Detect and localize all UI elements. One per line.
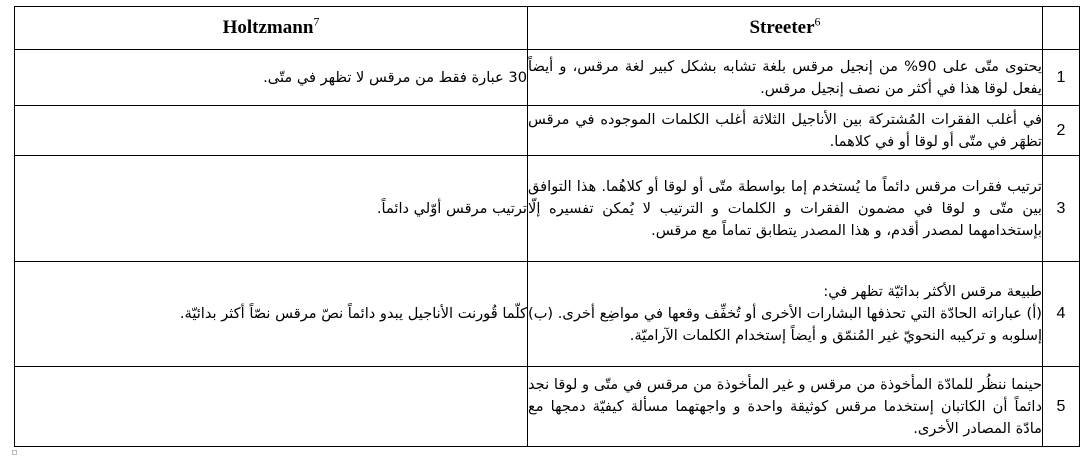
header-streeter: Streeter$^6$ <box>528 7 1043 50</box>
table-row <box>15 106 1080 156</box>
streeter-cell: في أغلب الفقرات المُشتركة بين الأناجيل الثلاثة أغلب الكلمات الموجوده في مرقس تظهَر في متّى أو لوقا أو في كلاهما. <box>528 106 1043 156</box>
row-number: 5 <box>1043 367 1080 447</box>
holtzmann-cell: 30 عبارة فقط من مرقس لا تظهر في متّى. <box>15 50 528 106</box>
header-holtzmann: Holtzmann$^7$ <box>15 7 528 50</box>
header-number <box>1043 7 1080 50</box>
holtzmann-cell: كلّما قُورنت الأناجيل يبدو دائماً نصّ مرقس نصّاً أكثر بدائيّة. <box>15 262 528 367</box>
streeter-cell: حينما ننظُر للمادّة المأخوذة من مرقس و غير المأخوذة من مرقس في متّى و لوقا نجد دائماً أن الكاتبان إستخدما مرقس كوثيقة واحدة و واجهتهما مسألة كيفيّة دمجها مع مادّة المصادر الأخرى. <box>528 367 1043 447</box>
table-row <box>15 156 1080 262</box>
row-number: 2 <box>1043 106 1080 156</box>
table-row <box>15 367 1080 447</box>
holtzmann-cell <box>15 367 528 447</box>
header-row <box>15 7 1080 50</box>
table-row <box>15 262 1080 367</box>
holtzmann-cell <box>15 106 528 156</box>
row-number: 1 <box>1043 50 1080 106</box>
paragraph-marker <box>12 450 17 455</box>
table-row <box>15 50 1080 106</box>
streeter-cell <box>528 262 1043 367</box>
streeter-intro: طبيعة مرقس الأكثر بدائيّة تظهر في: <box>823 283 1042 300</box>
streeter-body: (أ) عباراته الحادّة التي تحذفها البشارات الأخرى أو تُخفِّف وقعها في مواضِع أخرى. (ب) إسلوبه و تركيبه النحويّ غير المُنمّق و أيضاً إستخدام الكلمات الآراميّة. <box>528 305 1042 344</box>
footnote-ref-6: 6 <box>814 14 821 29</box>
footnote-ref-7: 7 <box>313 14 320 29</box>
comparison-table <box>14 6 1080 447</box>
holtzmann-cell: ترتيب مرقس أوّلي دائماً. <box>15 156 528 262</box>
streeter-cell: يحتوى متّى على 90% من إنجيل مرقس بلغة تشابه بشكل كبير لغة مرقس، و أيضاً يفعل لوقا هذا في أكثر من نصف إنجيل مرقس. <box>528 50 1043 106</box>
row-number: 3 <box>1043 156 1080 262</box>
streeter-cell: ترتيب فقرات مرقس دائماً ما يُستخدم إما بواسطة متّى أو لوقا أو كلاهُما. هذا التوافق بين متّى و لوقا في مضمون الفقرات و الكلمات و الترتيب لا يُمكن تفسيره إلّا بإستخدامهما لمصدر أقدم، و هذا المصدر يتطابق تماماً مع مرقس. <box>528 156 1043 262</box>
row-number: 4 <box>1043 262 1080 367</box>
